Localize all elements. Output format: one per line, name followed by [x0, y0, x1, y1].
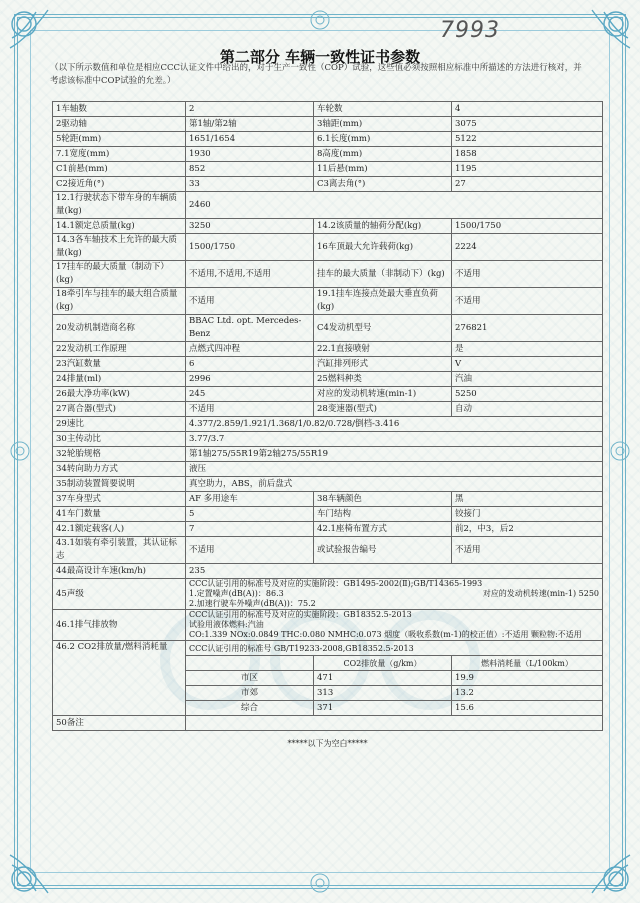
- table-cell: 第1轴/第2轴: [186, 117, 314, 132]
- table-row: [53, 387, 603, 402]
- table-cell: 37车身型式: [53, 492, 186, 507]
- table-row: [53, 492, 603, 507]
- table-cell: CCC认证引用的标准号 GB/T19233-2008,GB18352.5-2013: [186, 641, 603, 656]
- table-cell: 27: [452, 177, 603, 192]
- table-cell: 2: [186, 102, 314, 117]
- table-cell: 235: [186, 564, 603, 579]
- table-cell: V: [452, 357, 603, 372]
- table-cell: 245: [186, 387, 314, 402]
- rosette-icon: [9, 440, 31, 462]
- table-cell: 1858: [452, 147, 603, 162]
- table-cell: 28变速器(型式): [314, 402, 452, 417]
- table-cell: 22发动机工作原理: [53, 342, 186, 357]
- table-cell: 45声级: [53, 579, 186, 610]
- table-row: [53, 288, 603, 315]
- table-cell: 23汽缸数量: [53, 357, 186, 372]
- table-cell: 综合: [186, 701, 314, 716]
- table-cell: 33: [186, 177, 314, 192]
- table-cell: 35制动装置简要说明: [53, 477, 186, 492]
- table-cell: 市区: [186, 671, 314, 686]
- table-cell: 11后悬(mm): [314, 162, 452, 177]
- table-cell: 2460: [186, 192, 603, 219]
- table-cell: C3离去角(°): [314, 177, 452, 192]
- table-cell: 2996: [186, 372, 314, 387]
- table-cell: 42.1额定载客(人): [53, 522, 186, 537]
- table-cell: 液压: [186, 462, 603, 477]
- table-cell: 黑: [452, 492, 603, 507]
- table-cell: 铰接门: [452, 507, 603, 522]
- table-row: [53, 102, 603, 117]
- table-cell: 不适用: [452, 537, 603, 564]
- table-row: [53, 477, 603, 492]
- table-cell: 852: [186, 162, 314, 177]
- table-cell: 不适用,不适用,不适用: [186, 261, 314, 288]
- table-cell: 13.2: [452, 686, 603, 701]
- table-cell: 4.377/2.859/1.921/1.368/1/0.82/0.728/倒档-3.416: [186, 417, 603, 432]
- table-cell: 8高度(mm): [314, 147, 452, 162]
- table-cell: CO2排放量（g/km）: [314, 656, 452, 671]
- table-cell: 19.1挂车连接点处最大垂直负荷(kg): [314, 288, 452, 315]
- table-cell: 6: [186, 357, 314, 372]
- table-cell: 50备注: [53, 716, 186, 731]
- table-cell: 15.6: [452, 701, 603, 716]
- table-row: [53, 357, 603, 372]
- table-row: [53, 447, 603, 462]
- table-cell: 5: [186, 507, 314, 522]
- noise-engine-speed: 对应的发动机转速(min-1) 5250: [482, 589, 599, 598]
- table-cell: [186, 716, 603, 731]
- table-cell: 30主传动比: [53, 432, 186, 447]
- table-row: [53, 610, 603, 641]
- table-cell: 19.9: [452, 671, 603, 686]
- table-cell: 汽缸排列形式: [314, 357, 452, 372]
- table-cell: 14.3各车轴技术上允许的最大质量(kg): [53, 234, 186, 261]
- table-cell: 44最高设计车速(km/h): [53, 564, 186, 579]
- table-row: [53, 342, 603, 357]
- corner-ornament-icon: [8, 849, 54, 895]
- table-cell: 或试验报告编号: [314, 537, 452, 564]
- exhaust-standard: CCC认证引用的标准号及对应的实施阶段：GB18352.5-2013: [189, 610, 412, 619]
- table-cell: 挂车的最大质量（非制动下）(kg): [314, 261, 452, 288]
- table-cell: C4发动机型号: [314, 315, 452, 342]
- table-cell: C2接近角(°): [53, 177, 186, 192]
- table-cell: 20发动机制造商名称: [53, 315, 186, 342]
- table-cell: [186, 579, 603, 610]
- table-row: [53, 417, 603, 432]
- table-cell: 车门结构: [314, 507, 452, 522]
- table-cell: 46.1排气排放物: [53, 610, 186, 641]
- table-row: [53, 432, 603, 447]
- table-cell: 2224: [452, 234, 603, 261]
- table-cell: 1651/1654: [186, 132, 314, 147]
- table-cell: 不适用: [186, 288, 314, 315]
- table-cell: 3.77/3.7: [186, 432, 603, 447]
- table-cell: [186, 656, 314, 671]
- table-row: [53, 132, 603, 147]
- table-row: [53, 716, 603, 731]
- table-cell: 1930: [186, 147, 314, 162]
- acceleration-noise: 2.加速行驶车外噪声(dB(A))：75.2: [189, 599, 316, 608]
- table-row: [53, 579, 603, 610]
- table-cell: 12.1行驶状态下带车身的车辆质量(kg): [53, 192, 186, 219]
- page-title: 第二部分 车辆一致性证书参数: [219, 48, 421, 66]
- table-cell: 市郊: [186, 686, 314, 701]
- table-cell: 车轮数: [314, 102, 452, 117]
- table-cell: 34转向助力方式: [53, 462, 186, 477]
- table-cell: 32轮胎规格: [53, 447, 186, 462]
- handwritten-number: 7993: [440, 18, 500, 43]
- table-row: [53, 315, 603, 342]
- table-cell: 燃料消耗量（L/100km）: [452, 656, 603, 671]
- table-row: [53, 117, 603, 132]
- table-row: [53, 402, 603, 417]
- table-cell: 5122: [452, 132, 603, 147]
- table-cell: 22.1直接喷射: [314, 342, 452, 357]
- table-cell: 不适用: [186, 402, 314, 417]
- table-cell: 是: [452, 342, 603, 357]
- table-cell: 对应的发动机转速(min-1): [314, 387, 452, 402]
- table-cell: 41车门数量: [53, 507, 186, 522]
- table-cell: 27离合器(型式): [53, 402, 186, 417]
- table-cell: 5250: [452, 387, 603, 402]
- rosette-icon: [309, 9, 331, 31]
- table-cell: 46.2 CO2排放量/燃料消耗量: [53, 641, 186, 716]
- table-cell: 6.1长度(mm): [314, 132, 452, 147]
- table-cell: 汽油: [452, 372, 603, 387]
- emission-values: CO:1.339 NOx:0.0849 THC:0.080 NMHC:0.073 烟度（吸收系数(m-1)的校正值）:不适用 颗粒物:不适用: [189, 630, 582, 639]
- table-cell: 43.1如装有牵引装置，其认证标志: [53, 537, 186, 564]
- table-row: [53, 731, 603, 756]
- table-row: [53, 147, 603, 162]
- intro-note: （以下所示数值和单位是相应CCC认证文件中给出的，对于生产一致性（COP）试验，这些值必须按照相应标准中所描述的方法进行核对，并考虑该标准中COP试验的允差。）: [50, 63, 582, 86]
- table-cell: 26最大净功率(kW): [53, 387, 186, 402]
- table-cell: 24排量(ml): [53, 372, 186, 387]
- table-cell: 第1轴275/55R19第2轴275/55R19: [186, 447, 603, 462]
- table-row: [53, 537, 603, 564]
- table-cell: 18牵引车与挂车的最大组合质量(kg): [53, 288, 186, 315]
- table-row: [53, 234, 603, 261]
- corner-ornament-icon: [586, 849, 632, 895]
- table-cell: 不适用: [186, 537, 314, 564]
- table-cell: 14.2该质量的轴荷分配(kg): [314, 219, 452, 234]
- table-cell: 1车轴数: [53, 102, 186, 117]
- table-row: [53, 372, 603, 387]
- table-row: [53, 522, 603, 537]
- table-cell: AF 多用途车: [186, 492, 314, 507]
- table-row: [53, 564, 603, 579]
- noise-standard: CCC认证引用的标准号及对应的实施阶段：GB1495-2002(Ⅱ);GB/T14365-1993: [189, 579, 483, 588]
- rosette-icon: [609, 440, 631, 462]
- table-cell: 7.1宽度(mm): [53, 147, 186, 162]
- table-cell: 14.1额定总质量(kg): [53, 219, 186, 234]
- test-fuel: 试验用液体燃料:汽油: [189, 620, 264, 629]
- table-cell: 17挂车的最大质量（制动下）(kg): [53, 261, 186, 288]
- table-cell: 5轮距(mm): [53, 132, 186, 147]
- table-cell: 16车顶最大允许载荷(kg): [314, 234, 452, 261]
- table-cell: 42.1座椅布置方式: [314, 522, 452, 537]
- table-cell: 313: [314, 686, 452, 701]
- table-row: [53, 261, 603, 288]
- table-cell: 自动: [452, 402, 603, 417]
- table-cell: 1500/1750: [186, 234, 314, 261]
- table-cell: 真空助力，ABS，前后盘式: [186, 477, 603, 492]
- table-cell: 3250: [186, 219, 314, 234]
- table-cell: 276821: [452, 315, 603, 342]
- rosette-icon: [309, 872, 331, 894]
- table-cell: *****以下为空白*****: [53, 731, 603, 756]
- table-cell: 38车辆颜色: [314, 492, 452, 507]
- table-cell: 不适用: [452, 288, 603, 315]
- table-cell: 1195: [452, 162, 603, 177]
- table-cell: 1500/1750: [452, 219, 603, 234]
- table-cell: 371: [314, 701, 452, 716]
- table-cell: 471: [314, 671, 452, 686]
- table-cell: [186, 610, 603, 641]
- table-cell: 不适用: [452, 261, 603, 288]
- table-cell: 4: [452, 102, 603, 117]
- table-cell: 2驱动轴: [53, 117, 186, 132]
- table-row: [53, 192, 603, 219]
- table-cell: 29速比: [53, 417, 186, 432]
- table-cell: 点燃式四冲程: [186, 342, 314, 357]
- table-row: [53, 177, 603, 192]
- table-cell: 前2，中3，后2: [452, 522, 603, 537]
- table-row: [53, 162, 603, 177]
- table-cell: 7: [186, 522, 314, 537]
- table-row: [53, 462, 603, 477]
- table-cell: 25燃料种类: [314, 372, 452, 387]
- table-cell: C1前悬(mm): [53, 162, 186, 177]
- table-row: [53, 507, 603, 522]
- table-row: [53, 641, 603, 656]
- table-cell: 3075: [452, 117, 603, 132]
- spec-table: [52, 101, 603, 755]
- table-row: [53, 219, 603, 234]
- table-cell: BBAC Ltd. opt. Mercedes-Benz: [186, 315, 314, 342]
- table-cell: 3轴距(mm): [314, 117, 452, 132]
- stationary-noise: 1.定置噪声(dB(A))：86.3: [189, 589, 284, 598]
